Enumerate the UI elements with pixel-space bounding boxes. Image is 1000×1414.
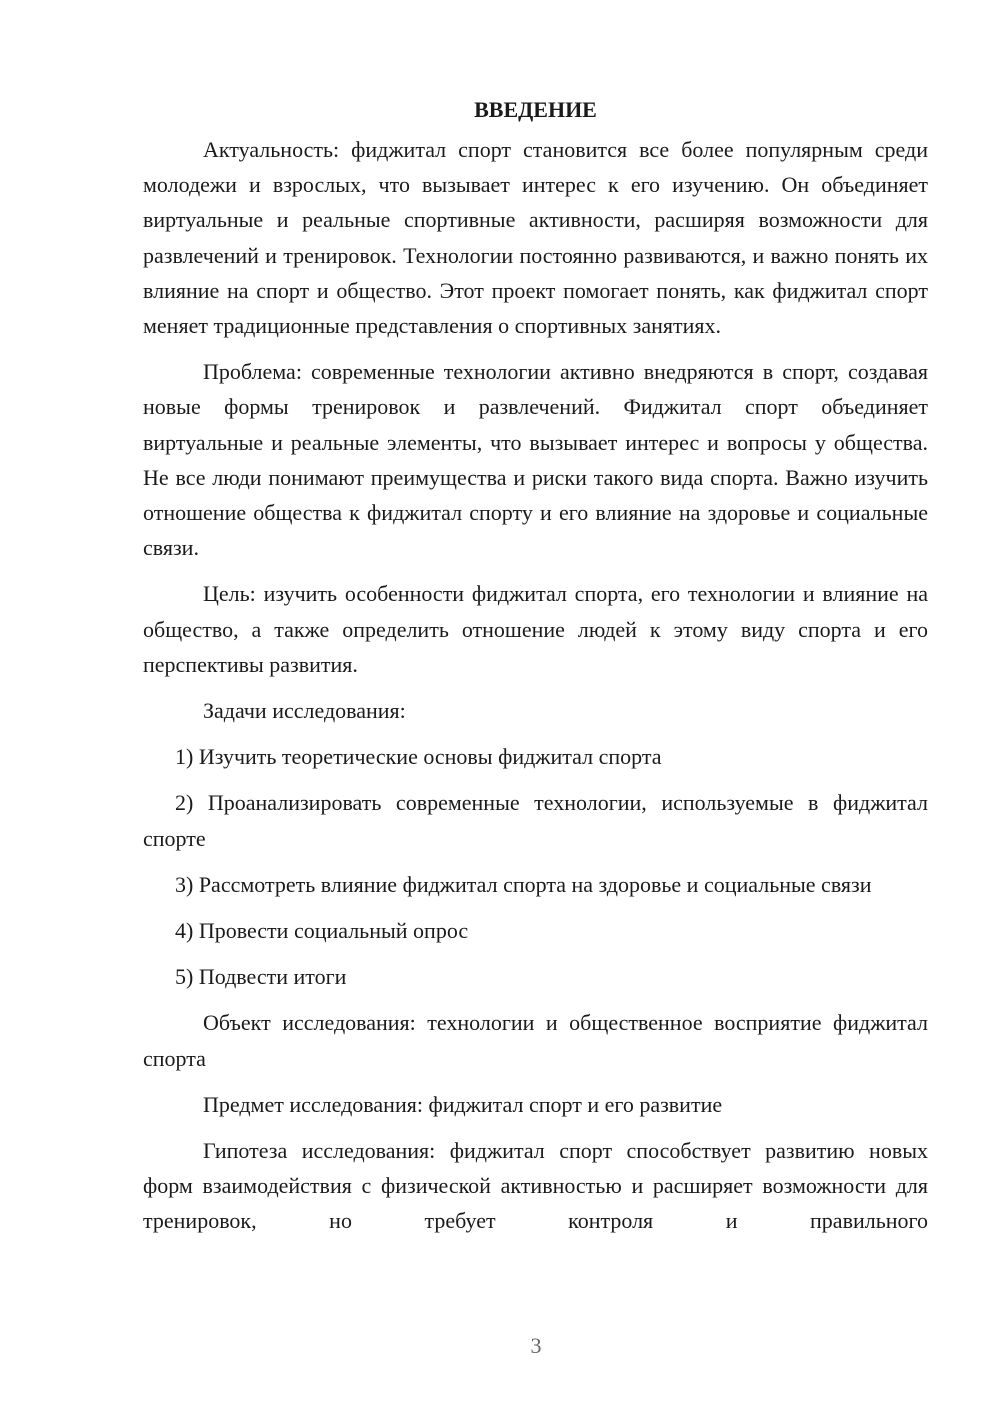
relevance-paragraph: Актуальность: фиджитал спорт становится все более популярным среди молодежи и взрослых, что вызывает интерес к его изучению. Он объединяет виртуальные и реальные спортивные активности, расширяя возможности для развлечений и тренировок. Технологии постоянно развиваются, и важно понять их влияние на спорт и общество. Этот проект помогает понять, как фиджитал спорт меняет традиционные представления о спортивных занятиях. (143, 137, 928, 339)
task-item: 5) Подвести итоги (175, 964, 347, 990)
page-number: 3 (530, 1333, 542, 1358)
task-item: 3) Рассмотреть влияние фиджитал спорта на здоровье и социальные связи (175, 871, 872, 897)
hypothesis-paragraph: Гипотеза исследования: фиджитал спорт способствует развитию новых форм взаимодействия с физической активностью и расширяет возможности для тренировок, но требует контроля и правильного (143, 1138, 928, 1234)
tasks-heading: Задачи исследования: (203, 698, 406, 724)
task-item: 2) Проанализировать современные технологии, используемые в фиджитал спорте (143, 790, 928, 851)
task-item: 1) Изучить теоретические основы фиджитал спорта (175, 744, 662, 770)
section-title: ВВЕДЕНИЕ (474, 97, 597, 122)
object-paragraph: Объект исследования: технологии и общественное восприятие фиджитал спорта (143, 1010, 928, 1071)
goal-paragraph: Цель: изучить особенности фиджитал спорта, его технологии и влияние на общество, а также определить отношение людей к этому виду спорта и его перспективы развития. (143, 581, 928, 677)
problem-paragraph: Проблема: современные технологии активно внедряются в спорт, создавая новые формы тренировок и развлечений. Фиджитал спорт объединяет виртуальные и реальные элементы, что вызывает интерес и вопросы у общества. Не все люди понимают преимущества и риски такого вида спорта. Важно изучить отношение общества к фиджитал спорту и его влияние на здоровье и социальные связи. (143, 359, 928, 561)
document-page (143, 92, 928, 1250)
task-item: 4) Провести социальный опрос (175, 918, 469, 944)
subject-paragraph: Предмет исследования: фиджитал спорт и его развитие (203, 1091, 723, 1117)
